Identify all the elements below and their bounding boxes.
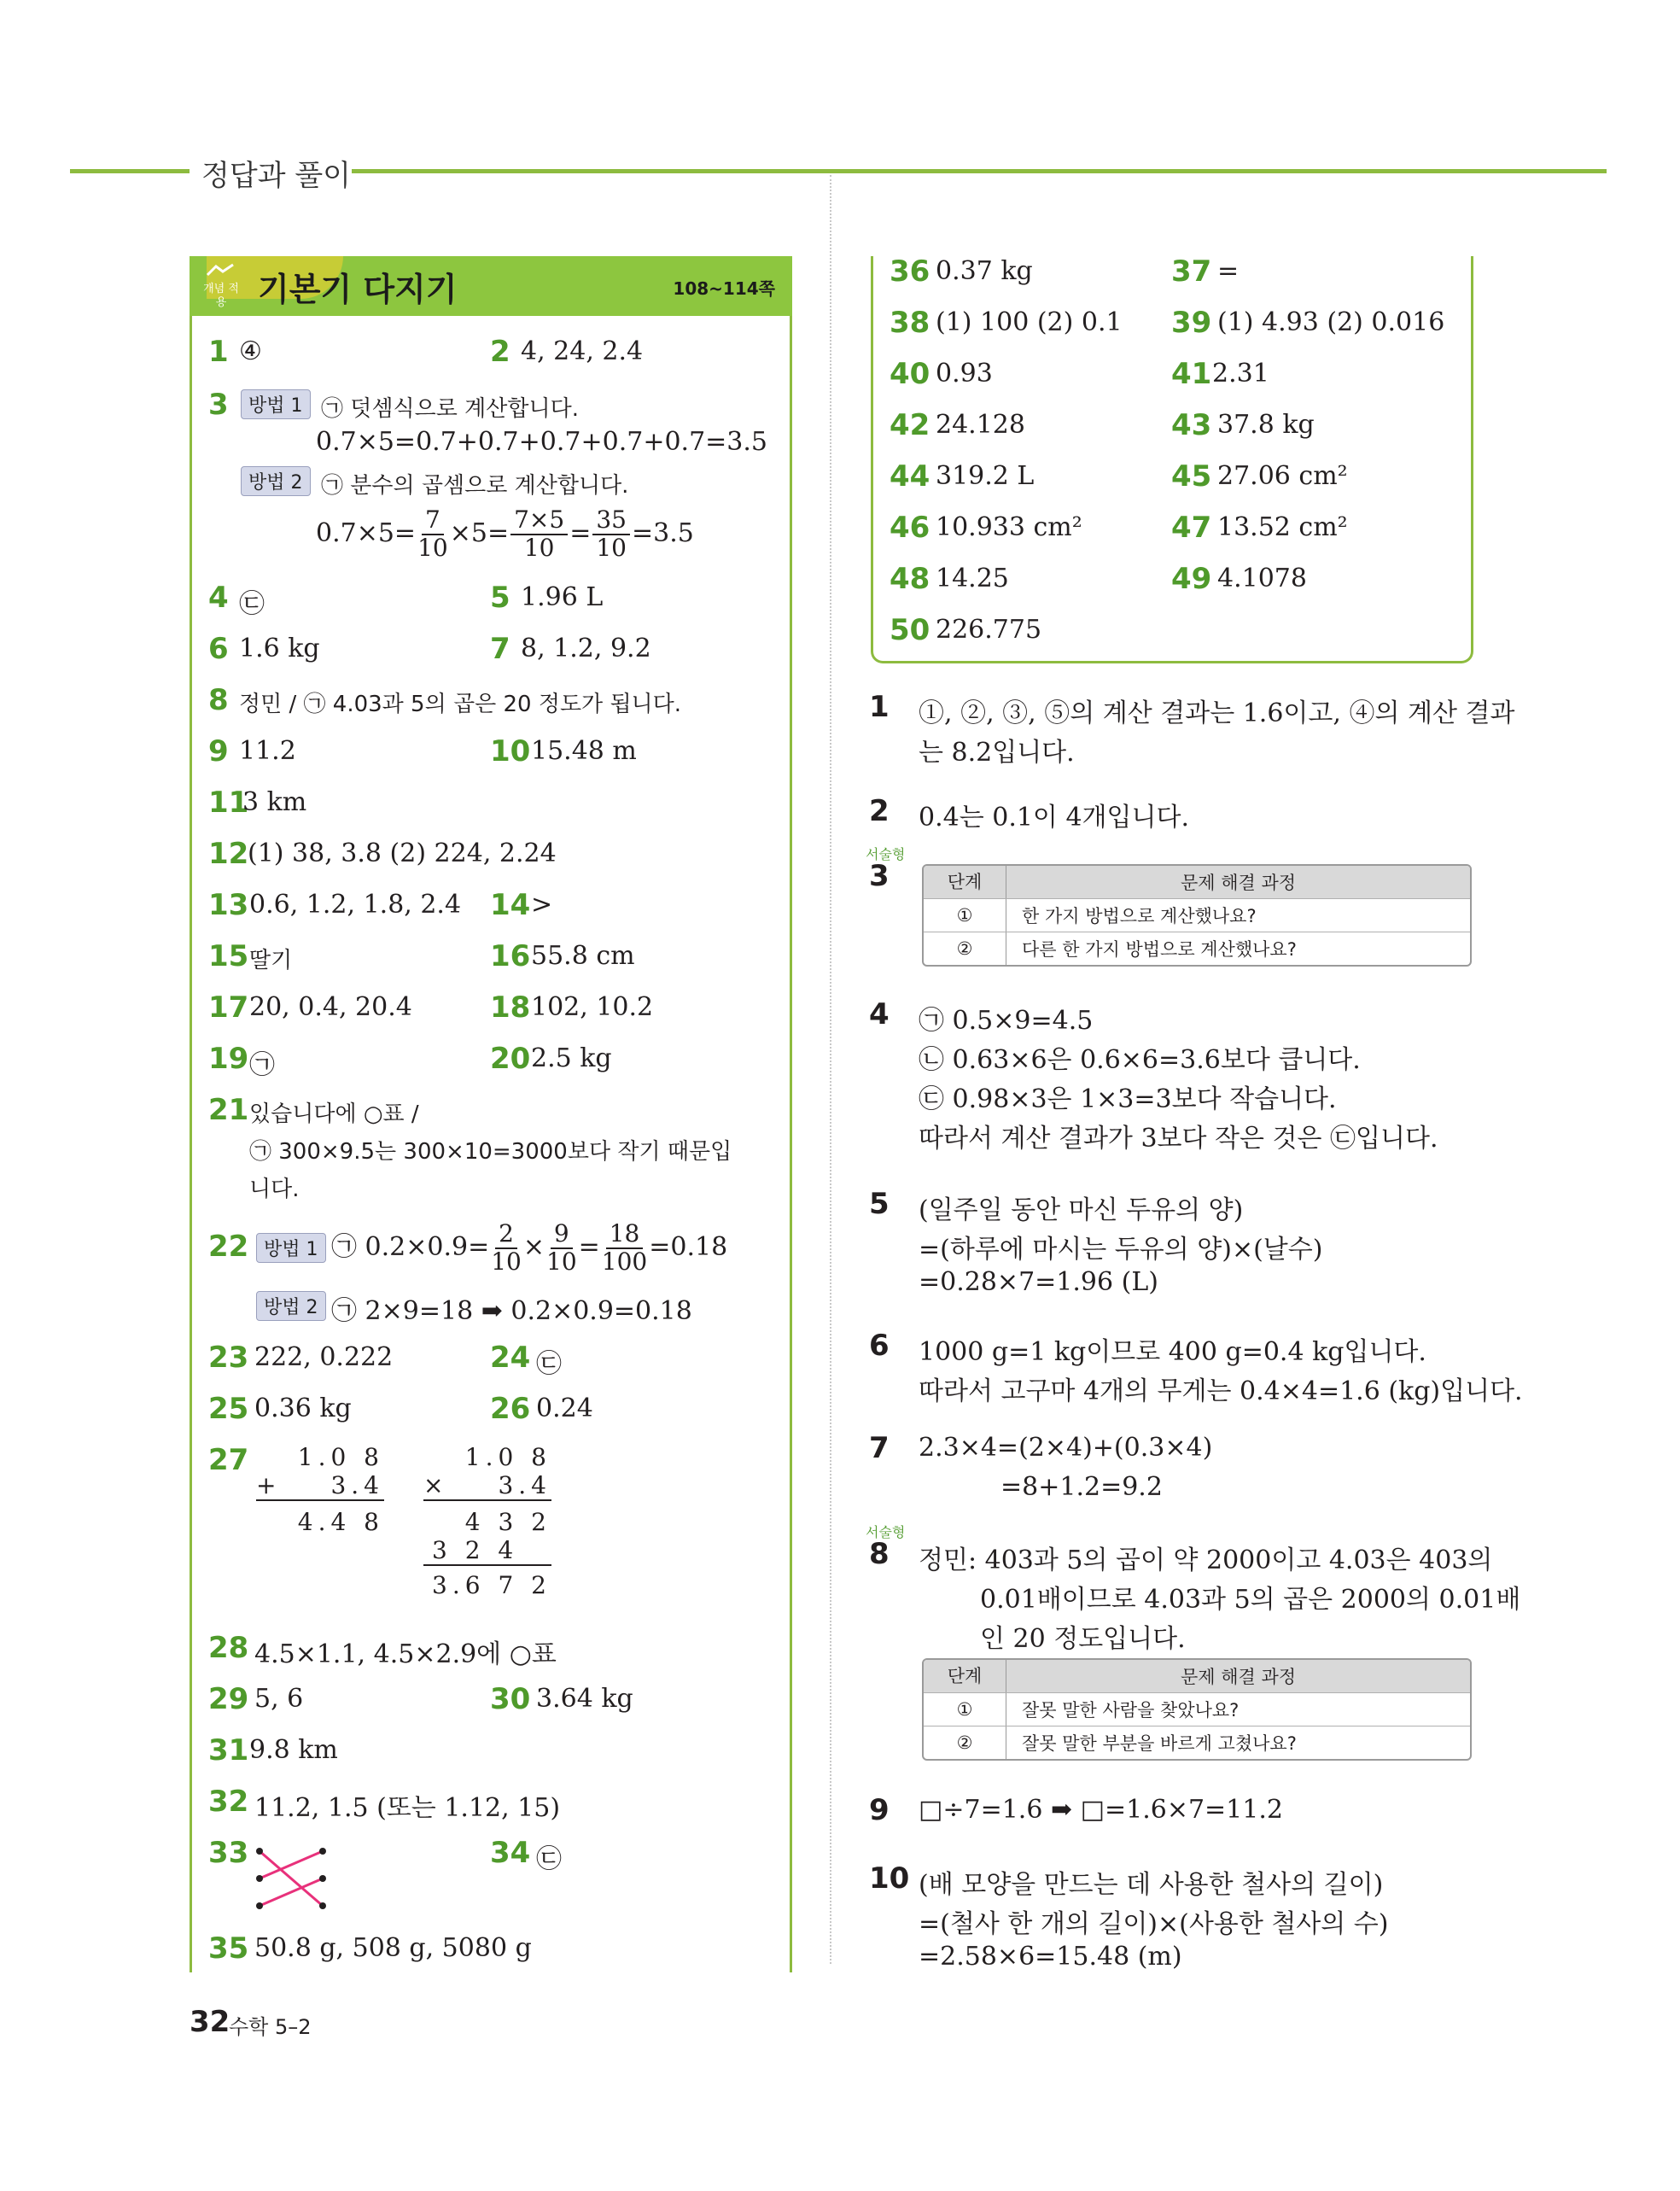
header-rule-left	[70, 169, 190, 173]
explanation-4-line-3: ㉢ 0.98×3은 1×3=3보다 작습니다.	[919, 1084, 1337, 1114]
answer-21-line-2: ㉠ 300×9.5는 300×10=3000보다 작기 때문입	[249, 1139, 732, 1165]
answer-48: 14.25	[936, 564, 1009, 593]
answer-number-30: 30	[490, 1682, 531, 1716]
answer-number-16: 16	[490, 939, 531, 973]
explanation-number-8: 8	[869, 1537, 890, 1571]
answer-34: ㉢	[536, 1844, 562, 1874]
explanation-number-2: 2	[869, 794, 890, 828]
answer-32: 11.2, 1.5 (또는 1.12, 15)	[254, 1793, 561, 1823]
method-1-label-22: 방법 1	[256, 1233, 326, 1263]
answer-number-22: 22	[208, 1230, 249, 1264]
explanation-8-line-2: 0.01배이므로 4.03과 5의 곱은 2000의 0.01배	[980, 1585, 1521, 1615]
method-2-label: 방법 2	[241, 466, 311, 496]
answer-number-33: 33	[208, 1836, 249, 1870]
answer-25: 0.36 kg	[254, 1393, 352, 1423]
answer-number-17: 17	[208, 990, 249, 1025]
answer-number-38: 38	[890, 306, 930, 340]
concept-tag: 개념 적용	[198, 263, 244, 309]
explanation-number-4: 4	[869, 997, 890, 1031]
answer-19: ㉠	[249, 1050, 275, 1080]
explanation-4-line-4: 따라서 계산 결과가 3보다 작은 것은 ㉢입니다.	[919, 1124, 1438, 1154]
answer-28: 4.5×1.1, 4.5×2.9에 ○표	[254, 1639, 557, 1669]
answer-26: 0.24	[536, 1393, 593, 1423]
rubric-row: ① 한 가지 방법으로 계산했나요?	[924, 898, 1470, 932]
subject-label: 수학 5–2	[229, 2015, 312, 2039]
answer-3-method-2: ㉠ 분수의 곱셈으로 계산합니다.	[321, 473, 629, 499]
rubric-row: ② 다른 한 가지 방법으로 계산했나요?	[924, 932, 1470, 965]
answer-43: 37.8 kg	[1217, 410, 1315, 440]
rubric-table-3	[922, 864, 1472, 967]
answer-36: 0.37 kg	[936, 256, 1033, 286]
explanation-10-line-3: =2.58×6=15.48 (m)	[919, 1942, 1182, 1972]
answer-42: 24.128	[936, 410, 1025, 440]
answer-number-6: 6	[208, 632, 229, 666]
explanation-1-line-2: 는 8.2입니다.	[919, 738, 1075, 768]
answer-8: 정민 / ㉠ 4.03과 5의 곱은 20 정도가 됩니다.	[239, 692, 682, 717]
answer-number-49: 49	[1171, 562, 1212, 596]
answer-40: 0.93	[936, 359, 993, 389]
answer-49: 4.1078	[1217, 564, 1307, 593]
answer-number-5: 5	[490, 581, 510, 615]
explanation-10-line-2: =(철사 한 개의 길이)×(사용한 철사의 수)	[919, 1909, 1389, 1939]
answer-number-32: 32	[208, 1785, 249, 1819]
answer-30: 3.64 kg	[536, 1684, 633, 1714]
answer-35: 50.8 g, 508 g, 5080 g	[254, 1933, 532, 1963]
answer-3-calc-2: 0.7×5= $\frac{7}{10}$ ×5= $\frac{7\times 5}{10}$ = $\frac{35}{10}$ =3.5	[316, 505, 694, 562]
answer-38: (1) 100 (2) 0.1	[936, 307, 1123, 337]
answer-number-34: 34	[490, 1836, 531, 1870]
answer-9: 11.2	[239, 736, 296, 766]
answer-22-method-1: ㉠ 0.2×0.9= $\frac{2}{10}$ × $\frac{9}{10}$ = $\frac{18}{100}$ =0.18	[331, 1219, 728, 1276]
answer-number-29: 29	[208, 1682, 249, 1716]
answer-number-9: 9	[208, 734, 229, 768]
explanation-1-line-1: ①, ②, ③, ⑤의 계산 결과는 1.6이고, ④의 계산 결과	[919, 698, 1515, 728]
answer-41: 2.31	[1212, 359, 1269, 389]
rubric-row: ① 잘못 말한 사람을 찾았나요?	[924, 1692, 1470, 1726]
explanation-5-line-3: =0.28×7=1.96 (L)	[919, 1267, 1158, 1297]
explanation-4-line-1: ㉠ 0.5×9=4.5	[919, 1006, 1094, 1036]
explanation-8-line-3: 인 20 정도입니다.	[980, 1624, 1186, 1654]
answer-number-8: 8	[208, 683, 229, 717]
explanation-number-5: 5	[869, 1187, 890, 1221]
answer-33-matching-diagram	[253, 1844, 330, 1913]
essay-label-3: 서술형	[866, 846, 906, 862]
answer-number-48: 48	[890, 562, 930, 596]
answer-number-14: 14	[490, 888, 531, 922]
answer-number-31: 31	[208, 1733, 249, 1767]
rubric-header-row: 단계 문제 해결 과정	[924, 1660, 1470, 1692]
answer-12: (1) 38, 3.8 (2) 224, 2.24	[248, 838, 557, 868]
answer-number-11: 11	[208, 786, 249, 820]
answer-7: 8, 1.2, 9.2	[521, 634, 651, 663]
answer-1: ④	[239, 336, 262, 366]
answer-6: 1.6 kg	[239, 634, 320, 663]
answer-number-26: 26	[490, 1392, 531, 1426]
answer-14: >	[531, 890, 553, 920]
answer-31: 9.8 km	[249, 1735, 338, 1765]
answer-23: 222, 0.222	[254, 1342, 394, 1372]
explanation-7-line-2: =8+1.2=9.2	[1000, 1472, 1163, 1502]
answer-number-21: 21	[208, 1093, 249, 1127]
rubric-header-row: 단계 문제 해결 과정	[924, 866, 1470, 898]
answer-37: =	[1217, 256, 1240, 286]
answer-number-3: 3	[208, 388, 229, 422]
hand-icon	[204, 263, 238, 278]
answer-number-36: 36	[890, 254, 930, 289]
method-2-label-22: 방법 2	[256, 1291, 326, 1321]
answer-number-39: 39	[1171, 306, 1212, 340]
answer-number-4: 4	[208, 581, 229, 615]
answer-number-24: 24	[490, 1341, 531, 1375]
answer-number-12: 12	[208, 837, 249, 871]
answer-number-23: 23	[208, 1341, 249, 1375]
answer-number-28: 28	[208, 1631, 249, 1665]
explanation-5-line-2: =(하루에 마시는 두유의 양)×(날수)	[919, 1235, 1323, 1265]
answer-number-42: 42	[890, 408, 930, 442]
essay-label-8: 서술형	[866, 1524, 906, 1540]
answer-number-43: 43	[1171, 408, 1212, 442]
rubric-row: ② 잘못 말한 부분을 바르게 고쳤나요?	[924, 1726, 1470, 1759]
page-number: 32	[190, 2005, 230, 2039]
answer-3-method-1: ㉠ 덧셈식으로 계산합니다.	[321, 396, 579, 422]
answer-number-13: 13	[208, 888, 249, 922]
section-title: 기본기 다지기	[258, 271, 458, 308]
answer-number-25: 25	[208, 1392, 249, 1426]
answer-45: 27.06 cm²	[1217, 461, 1348, 491]
method-1-label: 방법 1	[241, 389, 311, 419]
answer-number-2: 2	[490, 335, 510, 369]
page-range: 108~114쪽	[673, 278, 775, 299]
explanation-number-6: 6	[869, 1329, 890, 1363]
answer-46: 10.933 cm²	[936, 512, 1082, 542]
answer-24: ㉢	[536, 1349, 562, 1379]
left-box-header	[190, 256, 792, 316]
header-rule-right	[352, 169, 1607, 173]
answer-39: (1) 4.93 (2) 0.016	[1217, 307, 1445, 337]
answer-18: 102, 10.2	[531, 992, 654, 1022]
explanation-7-line-1: 2.3×4=(2×4)+(0.3×4)	[919, 1433, 1213, 1463]
answer-number-35: 35	[208, 1931, 249, 1966]
answer-44: 319.2 L	[936, 461, 1035, 491]
answer-27-addition: 1.0 8 + 3.4 4.4 8	[256, 1443, 384, 1536]
answer-3-calc-1: 0.7×5=0.7+0.7+0.7+0.7+0.7=3.5	[316, 427, 768, 457]
explanation-number-3: 3	[869, 859, 890, 893]
answer-17: 20, 0.4, 20.4	[249, 992, 412, 1022]
column-divider	[830, 175, 831, 1964]
answer-number-18: 18	[490, 990, 531, 1025]
answer-5: 1.96 L	[521, 582, 604, 612]
page-header-title: 정답과 풀이	[201, 159, 352, 193]
answer-11: 3 km	[242, 787, 307, 817]
explanation-5-line-1: (일주일 동안 마신 두유의 양)	[919, 1195, 1244, 1225]
answer-22-method-2: ㉠ 2×9=18 ➡ 0.2×0.9=0.18	[331, 1296, 692, 1326]
answer-number-41: 41	[1171, 357, 1212, 391]
answer-29: 5, 6	[254, 1684, 304, 1714]
rubric-table-8	[922, 1658, 1472, 1761]
answer-number-37: 37	[1171, 254, 1212, 289]
explanation-8-line-1: 정민: 403과 5의 곱이 약 2000이고 4.03은 403의	[919, 1545, 1493, 1575]
answer-number-19: 19	[208, 1042, 249, 1076]
explanation-number-1: 1	[869, 690, 890, 724]
answer-47: 13.52 cm²	[1217, 512, 1348, 542]
answer-16: 55.8 cm	[531, 941, 635, 971]
explanation-number-7: 7	[869, 1431, 890, 1465]
answer-10: 15.48 m	[531, 736, 637, 766]
explanation-10-line-1: (배 모양을 만드는 데 사용한 철사의 길이)	[919, 1870, 1384, 1900]
answer-number-10: 10	[490, 734, 531, 768]
answer-number-40: 40	[890, 357, 930, 391]
answer-21-line-3: 니다.	[249, 1177, 300, 1202]
explanation-number-9: 9	[869, 1793, 890, 1827]
answer-15: 딸기	[249, 948, 293, 973]
answer-number-45: 45	[1171, 459, 1212, 494]
answer-number-50: 50	[890, 613, 930, 647]
answer-13: 0.6, 1.2, 1.8, 2.4	[249, 890, 462, 920]
answer-27-multiplication: 1.0 8 × 3.4 4 3 2 3 2 4 3.6 7 2	[423, 1443, 551, 1599]
answer-number-47: 47	[1171, 511, 1212, 545]
explanation-6-line-1: 1000 g=1 kg이므로 400 g=0.4 kg입니다.	[919, 1337, 1426, 1367]
answer-number-7: 7	[490, 632, 510, 666]
answer-number-44: 44	[890, 459, 930, 494]
explanation-2: 0.4는 0.1이 4개입니다.	[919, 803, 1189, 833]
answer-number-27: 27	[208, 1443, 249, 1477]
explanation-9: □÷7=1.6 ➡ □=1.6×7=11.2	[919, 1795, 1283, 1825]
answer-20: 2.5 kg	[531, 1043, 612, 1073]
answer-21-line-1: 있습니다에 ○표 /	[249, 1101, 419, 1127]
answer-number-15: 15	[208, 939, 249, 973]
explanation-number-10: 10	[869, 1861, 910, 1896]
answer-4: ㉢	[239, 589, 265, 619]
answer-number-20: 20	[490, 1042, 531, 1076]
answer-number-1: 1	[208, 335, 229, 369]
explanation-6-line-2: 따라서 고구마 4개의 무게는 0.4×4=1.6 (kg)입니다.	[919, 1376, 1523, 1406]
answer-50: 226.775	[936, 615, 1042, 645]
answer-2: 4, 24, 2.4	[521, 336, 644, 366]
answer-number-46: 46	[890, 511, 930, 545]
explanation-4-line-2: ㉡ 0.63×6은 0.6×6=3.6보다 큽니다.	[919, 1045, 1361, 1075]
